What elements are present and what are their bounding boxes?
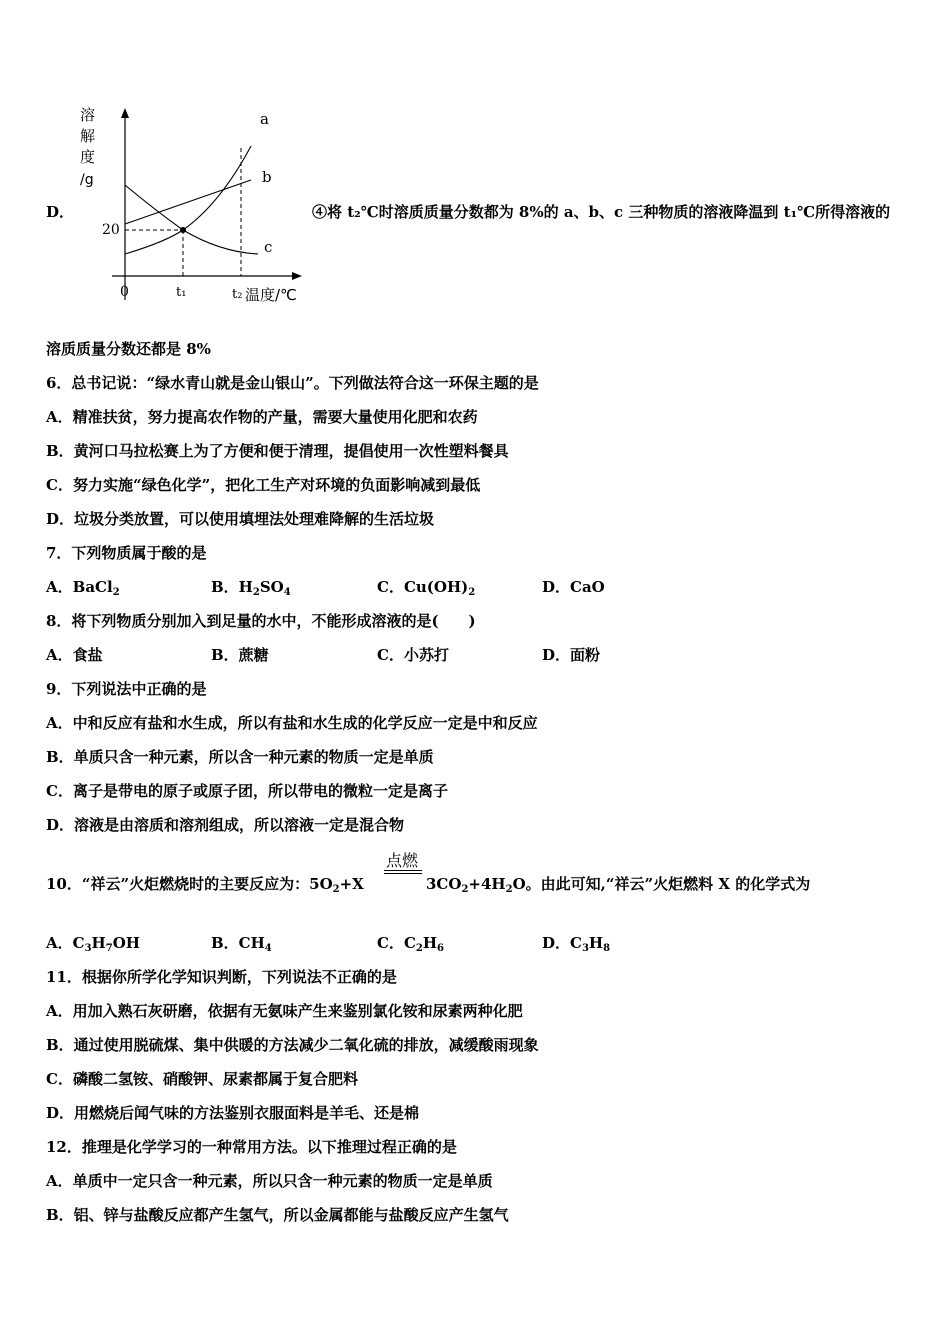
q9-option-d: D．溶液是由溶质和溶剂组成，所以溶液一定是混合物 bbox=[46, 816, 405, 834]
q11-stem: 11．根据你所学化学知识判断，下列说法不正确的是 bbox=[46, 968, 397, 986]
q12-option-a: A．单质中一定只含一种元素，所以只含一种元素的物质一定是单质 bbox=[46, 1172, 493, 1190]
q7-option-c: C．$Cu(OH)_2$ bbox=[377, 578, 476, 598]
q9-option-a: A．中和反应有盐和水生成，所以有盐和水生成的化学反应一定是中和反应 bbox=[46, 714, 538, 732]
q10-option-b: B．$CH_4$ bbox=[211, 934, 272, 954]
q10-eq-line-2 bbox=[384, 873, 422, 874]
q10-option-a: A．$C_3H_7OH$ bbox=[46, 934, 140, 954]
q8-option-a: A．食盐 bbox=[46, 646, 103, 664]
ylabel-char: 度 bbox=[80, 148, 96, 166]
q9-stem: 9．下列说法中正确的是 bbox=[46, 680, 207, 698]
xlabel: 温度/℃ bbox=[245, 286, 297, 304]
q7-option-d: D．CaO bbox=[542, 578, 605, 596]
solubility-chart bbox=[70, 100, 310, 310]
t1-label: t₁ bbox=[176, 285, 187, 300]
q8-option-c: C．小苏打 bbox=[377, 646, 449, 664]
q6-option-c: C．努力实施“绿色化学”，把化工生产对环境的负面影响减到最低 bbox=[46, 476, 481, 494]
curve-b bbox=[125, 180, 251, 224]
q11-option-b: B．通过使用脱硫煤、集中供暖的方法减少二氧化硫的排放，减缓酸雨现象 bbox=[46, 1036, 539, 1054]
ylabel-char: 解 bbox=[80, 127, 96, 145]
curve-label-c: c bbox=[264, 238, 273, 256]
q12-stem: 12．推理是化学学习的一种常用方法。以下推理过程正确的是 bbox=[46, 1138, 457, 1156]
q10-condition: 点燃 bbox=[386, 851, 419, 870]
q6-stem: 6．总书记说：“绿水青山就是金山银山”。下列做法符合这一环保主题的是 bbox=[46, 374, 539, 392]
y-axis-arrow bbox=[121, 108, 129, 118]
q12-option-b: B．铝、锌与盐酸反应都产生氢气，所以金属都能与盐酸反应产生氢气 bbox=[46, 1206, 509, 1224]
q9-option-b: B．单质只含一种元素，所以含一种元素的物质一定是单质 bbox=[46, 748, 434, 766]
q7-stem: 7．下列物质属于酸的是 bbox=[46, 544, 207, 562]
curve-label-b: b bbox=[262, 168, 272, 186]
y-tick-20: 20 bbox=[102, 222, 120, 238]
q10-option-c: C．$C_2H_6$ bbox=[377, 934, 445, 954]
q6-option-a: A．精准扶贫，努力提高农作物的产量，需要大量使用化肥和农药 bbox=[46, 408, 478, 426]
q10-eq-line-1 bbox=[384, 870, 422, 871]
ylabel-char: 溶 bbox=[80, 106, 96, 124]
q7-option-a: A．BaCl$_2$ bbox=[46, 578, 120, 598]
q11-option-c: C．磷酸二氢铵、硝酸钾、尿素都属于复合肥料 bbox=[46, 1070, 358, 1088]
q10-stem-left: 10．“祥云”火炬燃烧时的主要反应为：$5O_2+X$ bbox=[46, 875, 364, 895]
intersection-point bbox=[180, 227, 186, 233]
q5-option-d-label: D． bbox=[46, 203, 75, 221]
q9-option-c: C．离子是带电的原子或原子团，所以带电的微粒一定是离子 bbox=[46, 782, 448, 800]
q10-option-d: D．$C_3H_8$ bbox=[542, 934, 611, 954]
q11-option-a: A．用加入熟石灰研磨，依据有无氨味产生来鉴别氯化铵和尿素两种化肥 bbox=[46, 1002, 523, 1020]
q7-option-b: B．$H_2SO_4$ bbox=[211, 578, 291, 598]
q6-option-d: D．垃圾分类放置，可以使用填埋法处理难降解的生活垃圾 bbox=[46, 510, 435, 528]
q11-option-d: D．用燃烧后闻气味的方法鉴别衣服面料是羊毛、还是棉 bbox=[46, 1104, 420, 1122]
q5-option-d-cont: 溶质质量分数还都是 8% bbox=[46, 340, 211, 358]
q10-stem-right: $3CO_2+4H_2O$。由此可知,“祥云”火炬燃料 X 的化学式为 bbox=[426, 875, 811, 895]
q8-option-b: B．蔗糖 bbox=[211, 646, 269, 664]
t2-label: t₂ bbox=[232, 287, 243, 302]
origin-label: 0 bbox=[120, 284, 129, 300]
q8-option-d: D．面粉 bbox=[542, 646, 601, 664]
ylabel-char: /g bbox=[80, 172, 94, 188]
q8-stem: 8．将下列物质分别加入到足量的水中，不能形成溶液的是( ) bbox=[46, 612, 476, 630]
q5-option-d-text: ④将 t₂℃时溶质质量分数都为 8%的 a、b、c 三种物质的溶液降温到 t₁℃所得溶液的 bbox=[312, 203, 891, 221]
curve-c bbox=[125, 185, 258, 254]
x-axis-arrow bbox=[292, 272, 302, 280]
curve-label-a: a bbox=[260, 110, 269, 128]
q6-option-b: B．黄河口马拉松赛上为了方便和便于清理，提倡使用一次性塑料餐具 bbox=[46, 442, 509, 460]
